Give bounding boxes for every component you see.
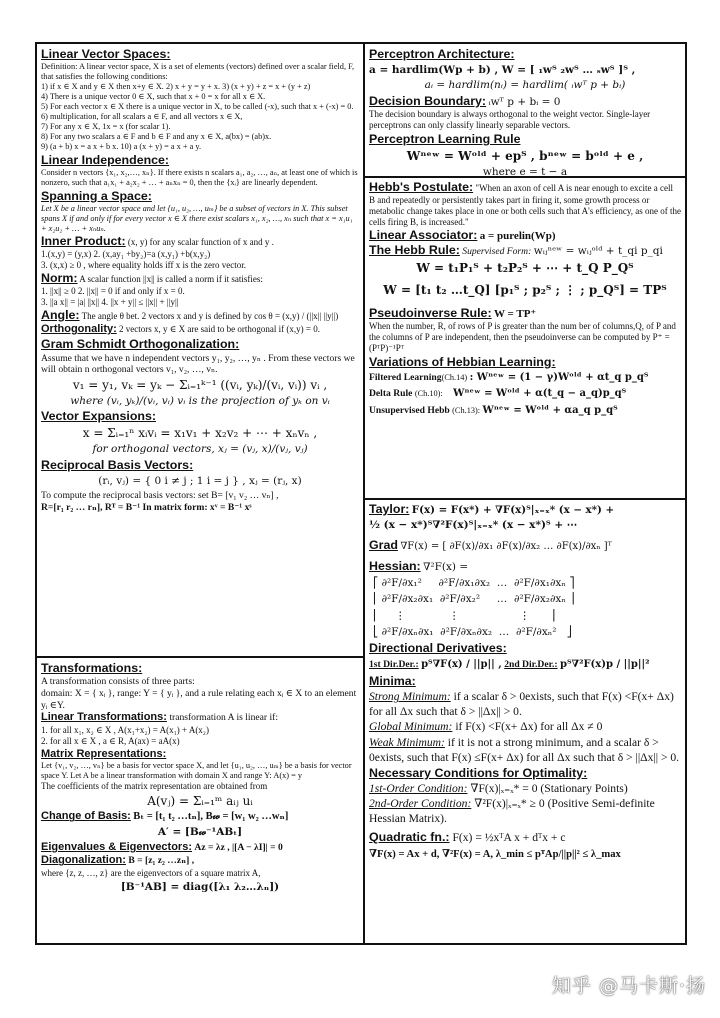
transformations-text-1: A transformation consists of three parts: [41,676,195,688]
perceptron-error-formula: where e = t − a [482,165,568,178]
filtered-learning-formula: : Wⁿᵉʷ = (1 − γ)Wᵒˡᵈ + αt_q p_qᵀ [469,372,649,384]
heading-taylor: Taylor: [369,502,410,516]
taylor-formula-2: ½ (x − x*)ᵀ∇²F(x)ᵀ|ₓ₌ₓ* (x − x*)ᵀ + ⋯ [369,519,578,532]
linear-transformations-lead: transformation A is linear if: [169,712,279,724]
heading-linear-vector-spaces: Linear Vector Spaces: [41,47,171,61]
heading-variations-hebbian: Variations of Hebbian Learning: [369,355,556,370]
norm-3-4: 3. ||a x|| = |a| ||x|| 4. ||x + y|| ≤ ||x|| + ||y|| [41,296,179,307]
heading-hebbs-postulate: Hebb's Postulate: [369,180,474,194]
change-of-basis-formula: Bₜ = [t₁ t₂ …tₙ], B𝓌 = [w₁ w₂ …wₙ] [133,811,289,823]
change-of-basis-result: A′ = [B𝓌⁻¹ABₜ] [157,826,243,839]
linear-transformation-1: 1. for all x₁, x₂ ∈ X , A(x₁+x₂) = A(x₁) + A(x₂) [41,724,209,735]
decision-boundary-formula: ᵢwᵀ p + bᵢ = 0 [488,95,561,108]
inner-product-3: 3. (x,x) ≥ 0 , where equality holds iff x is the zero vector. [41,259,246,270]
hessian-row-4: ⎣ ∂²F/∂xₙ∂x₁ ∂²F/∂xₙ∂x₂ … ∂²F/∂xₙ² ⎦ [373,625,572,638]
orthogonal-coefficient-formula: for orthogonal vectors, xⱼ = (vⱼ, x)/(vⱼ, vⱼ) [92,443,308,456]
gram-schmidt-text: Assume that we have n independent vectors y₁, y₂, …, yₙ . From these vectors we will obtain n orthogonal vectors v₁, v₂, …, vₙ. [41,352,355,376]
norm-1-2: 1. ||x|| ≥ 0 2. ||x|| = 0 if and only if x = 0. [41,285,185,296]
cheat-sheet [35,42,687,945]
lvs-axiom-9-10: 9) (a + b) x = a x + b x. 10) a (x + y) = a x + a y. [41,141,202,151]
hessian-lead: ∇²F(x) = [423,561,469,574]
orthogonality-text: 2 vectors x, y ∈ X are said to be orthogonal if (x,y) = 0. [119,323,320,334]
perceptron-learning-formula: Wⁿᵉʷ = Wᵒˡᵈ + epᵀ , bⁿᵉʷ = bᵒˡᵈ + e , [406,148,644,163]
panel-linear-algebra [37,44,365,658]
heading-decision-boundary: Decision Boundary: [369,93,487,108]
heading-spanning-space: Spanning a Space: [41,188,152,203]
hebb-matrix-formula: W = [t₁ t₂ …t_Q] [p₁ᵀ ; p₂ᵀ ; ⋮ ; p_Qᵀ] = TPᵀ [383,283,667,298]
eigen-formula: Az = λz , |[A − λI]| = 0 [194,842,283,854]
heading-vector-expansions: Vector Expansions: [41,409,156,424]
lvs-axiom-7: 7) For any x ∈ X, 1x = x (for scalar 1). [41,121,171,131]
lvs-axiom-8: 8) For any two scalars a ∈ F and b ∈ F and any x ∈ X, a(bx) = (ab)x. [41,131,272,141]
reciprocal-basis-formula: (rᵢ, vⱼ) = { 0 i ≠ j ; 1 i = j } , xⱼ = (rⱼ, x) [98,475,302,487]
second-dir-der-formula: pᵀ∇²F(x)p / ||p||² [560,659,650,671]
delta-rule-label: Delta Rule [369,388,413,400]
gram-schmidt-projection: where (vᵢ, yₖ)/(vᵢ, vᵢ) vᵢ is the projection of yₖ on vᵢ [70,394,330,407]
gram-schmidt-formula: v₁ = y₁, vₖ = yₖ − Σᵢ₌₁ᵏ⁻¹ ((vᵢ, yₖ)/(vᵢ, vᵢ)) vᵢ , [72,377,328,392]
heading-norm: Norm: [41,270,78,285]
weak-minimum-text: if it is not a strong minimum, and a scalar δ > 0exists, such that F(x) ≤F(x+ Δx) for all Δx such that δ > ||Δx|| > 0. [369,735,680,764]
panel-optimization [365,500,685,943]
heading-change-of-basis: Change of Basis: [41,810,131,823]
heading-hebb-rule: The Hebb Rule: [369,243,460,258]
diagonalization-text: where {z, z, …, z} are the eigenvectors of a square matrix A, [41,867,261,878]
first-order-text: ∇F(x)|ₓ₌ₓ* = 0 (Stationary Points) [470,781,628,795]
lvs-definition: Definition: A linear vector space, X is a set of elements (vectors) defined over a scalar field, F, that satisfies the following conditions: [41,62,355,82]
global-minimum-text: if F(x) <F(x+ Δx) for all Δx ≠ 0 [455,720,603,734]
unsupervised-hebb-chapter: (Ch.13): [452,405,481,415]
heading-hessian: Hessian: [369,559,421,574]
global-minimum-label: Global Minimum: [369,720,453,734]
first-order-label: 1st-Order Condition: [369,781,468,795]
strong-minimum-text: if a scalar δ > 0exists, such that F(x) <F(x+ Δx) for all Δx such that δ > ||Δx|| > 0. [369,690,674,719]
heading-quadratic-fn: Quadratic fn.: [369,829,450,844]
transformations-text-2: domain: X = { xᵢ }, range: Y = { yᵢ }, and a rule relating each xᵢ ∈ X to an element yᵢ ∈Y. [41,687,357,711]
gradient-formula: ∇F(x) = [ ∂F(x)/∂x₁ ∂F(x)/∂x₂ … ∂F(x)/∂xₙ ]ᵀ [400,540,612,552]
matrix-representations-text: Let {v₁, v₂, …, vₙ} be a basis for vector space X, and let {u₁, u₂, …, uₘ} be a basis for vector space Y. Let A be a linear transformation with domain X and range Y: A(x) = y [41,760,352,780]
delta-rule-formula: Wⁿᵉʷ = Wᵒˡᵈ + α(t_q − a_q)p_qᵀ [453,388,627,400]
hebb-rule-formula: wᵢⱼⁿᵉʷ = wᵢⱼᵒˡᵈ + t_qi p_qi [533,245,663,258]
decision-boundary-text: The decision boundary is always orthogonal to the weight vector. Single-layer perceptrons can only classify linearly separable vectors. [369,108,651,130]
vector-expansion-formula: x = Σᵢ₌₁ⁿ xᵢvᵢ = x₁v₁ + x₂v₂ + ⋯ + xₙvₙ , [82,426,318,441]
filtered-learning-chapter: (Ch.14) [441,373,468,383]
heading-grad: Grad [369,537,398,552]
linear-independence-text: Consider n vectors {x₁, x₂,…, xₙ}. If there exists n scalars a₁, a₂, …, aₙ, at least one of which is nonzero, such that a₁x₁ + a₂x₂ + … + aₙxₙ = 0, then the {xᵢ} are linearly dependent. [41,167,358,187]
panel-perceptron [365,44,685,178]
matrix-representation-formula: A(vⱼ) = Σᵢ₌₁ᵐ aᵢⱼ uᵢ [147,793,253,808]
taylor-formula-1: F(x) = F(x*) + ∇F(x)ᵀ|ₓ₌ₓ* (x − x*) + [411,504,615,516]
unsupervised-hebb-formula: Wⁿᵉʷ = Wᵒˡᵈ + αa_q p_qᵀ [482,404,618,416]
lvs-axiom-5-6: 5) For each vector x ∈ X there is a unique vector in X, to be called (-x), such that x + (-x) = 0. 6) multiplication, for all scalars a ∈ F, and all vectors x ∈ X, [41,101,354,121]
inner-product-lead: (x, y) for any scalar function of x and y . [127,236,274,247]
inner-product-1-2: 1.(x,y) = (y,x) 2. (x,ay₁ +by₂)=a (x,y₁) +b(x,y₂) [41,248,211,259]
watermark: 知乎 @马卡斯·扬 [551,975,706,997]
hessian-row-2: ⎢ ∂²F/∂x₂∂x₁ ∂²F/∂x₂² … ∂²F/∂x₂∂xₙ ⎥ [373,593,575,606]
reciprocal-basis-matrix: R=[r₁ r₂ … rₙ], Rᵀ = B⁻¹ In matrix form: xᵛ = B⁻¹ xˢ [41,501,252,513]
second-order-label: 2nd-Order Condition: [369,796,472,810]
heading-linear-transformations: Linear Transformations: [41,711,167,724]
matrix-representations-text-2: The coefficients of the matrix representation are obtained from [41,780,268,791]
hebb-sum-formula: W = t₁P₁ᵀ + t₂P₂ᵀ + ⋯ + t_Q P_Qᵀ [416,260,634,275]
hessian-row-1: ⎡ ∂²F/∂x₁² ∂²F/∂x₁∂x₂ … ∂²F/∂x₁∂xₙ ⎤ [373,577,575,590]
heading-diagonalization: Diagonalization: [41,854,126,867]
quadratic-gradient-formula: ∇F(x) = Ax + d, ∇²F(x) = A, λ_min ≤ pᵀAp/||p||² ≤ λ_max [369,849,621,861]
heading-reciprocal-basis: Reciprocal Basis Vectors: [41,457,194,472]
heading-perceptron-learning-rule: Perceptron Learning Rule [369,131,521,146]
panel-transformations [37,658,365,943]
lvs-axiom-4: 4) There is a unique vector 0 ∈ X, such that x + 0 = x for all x ∈ X. [41,91,266,101]
perceptron-formula-1: a = hardlim(Wp + b) , W = [ ₁wᵀ ₂wᵀ … ₛwᵀ ]ᵀ , [369,64,636,77]
unsupervised-hebb-label: Unsupervised Hebb [369,404,450,416]
pseudoinverse-text: When the number, R, of rows of P is greater than the num ber of columns,Q, of P and the columns of P are independent, then the pseudoinverse can be computed by P⁺ = (PᵀP)⁻¹Pᵀ [369,321,676,354]
diagonalization-result: [B⁻¹AB] = diag([λ₁ λ₂…λₙ]) [120,880,280,893]
heading-minima: Minima: [369,674,416,689]
heading-perceptron-architecture: Perceptron Architecture: [369,47,515,61]
angle-text: The angle θ bet. 2 vectors x and y is defined by cos θ = (x,y) / (||x|| ||y||) [81,310,339,321]
heading-linear-independence: Linear Independence: [41,152,170,167]
first-dir-der-label: 1st Dir.Der.: [369,659,419,671]
linear-associator-formula: a = purelin(Wp) [479,230,556,243]
hessian-row-3: ⎢ ⋮ ⋮ ⋮ ⎥ [373,609,556,622]
heading-transformations: Transformations: [41,661,143,675]
hebb-rule-lead: Supervised Form: [462,246,532,258]
norm-lead: A scalar function ||x|| is called a norm if it satisfies: [79,273,263,284]
heading-eigen: Eigenvalues & Eigenvectors: [41,841,192,854]
strong-minimum-label: Strong Minimum: [369,690,451,704]
second-dir-der-label: 2nd Dir.Der.: [504,659,558,671]
hebbs-postulate-text: "When an axon of cell A is near enough to excite a cell B and repeatedly or persistently takes part in firing it, some growth process or metabolic change takes place in one or both cells such that A's efficiency, as one of the cells firing B, is increased." [369,183,682,228]
linear-transformation-2: 2. for all x ∈ X , a ∈ R, A(ax) = aA(x) [41,735,180,746]
quadratic-fn-formula: F(x) = ½xᵀA x + dᵀx + c [452,830,566,844]
panel-hebb [365,178,685,500]
filtered-learning-label: Filtered Learning [369,372,442,384]
heading-necessary-conditions: Necessary Conditions for Optimality: [369,765,588,780]
first-dir-der-formula: pᵀ∇F(x) / ||p|| , [421,659,502,671]
heading-angle: Angle: [41,307,80,322]
diagonalization-formula: B = [z₁ z₂ …zₙ] , [128,855,195,867]
second-order-text: ∇²F(x)|ₓ₌ₓ* ≥ 0 (Positive Semi-definite Hessian Matrix). [369,796,655,825]
weak-minimum-label: Weak Minimum: [369,735,445,749]
heading-directional-derivatives: Directional Derivatives: [369,640,507,655]
lvs-axiom-1-3: 1) if x ∈ X and y ∈ X then x+y ∈ X. 2) x + y = y + x. 3) (x + y) + z = x + (y + z) [41,82,311,92]
heading-matrix-representations: Matrix Representations: [41,747,167,760]
heading-pseudoinverse: Pseudoinverse Rule: [369,305,492,320]
pseudoinverse-formula: W = TP⁺ [493,307,537,320]
heading-gram-schmidt: Gram Schmidt Orthogonalization: [41,337,240,352]
heading-inner-product: Inner Product: [41,233,126,248]
spanning-space-text: Let X be a linear vector space and let {u₁, u₂, …, uₘ} be a subset of vectors in X. This subset spans X if and only if for every vector x ∈ X there exist scalars x₁, x₂, …, xₙ such that x = x₁u₁ + x₂u₂ + … + xₙuₙ. [41,203,353,233]
heading-orthogonality: Orthogonality: [41,322,117,335]
heading-linear-associator: Linear Associator: [369,228,478,243]
perceptron-formula-2: aᵢ = hardlim(nᵢ) = hardlim( ᵢwᵀ p + bᵢ) [424,78,626,91]
reciprocal-basis-text: To compute the reciprocal basis vectors: set B= [v₁ v₂ … vₙ] , [41,489,279,501]
delta-rule-chapter: (Ch.10): [414,389,443,399]
